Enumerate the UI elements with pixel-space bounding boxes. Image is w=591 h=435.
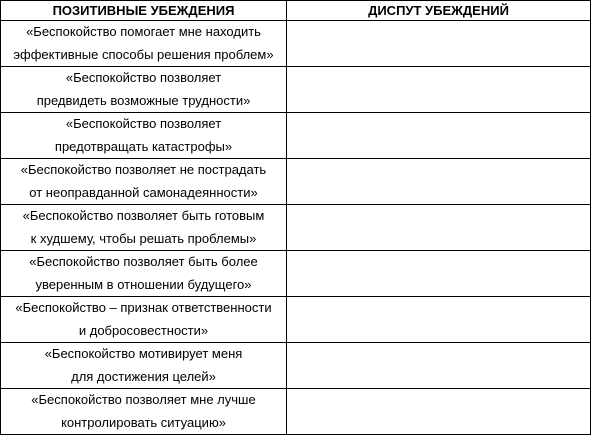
belief-line-1: «Беспокойство мотивирует меня (44, 346, 243, 361)
belief-text (1, 296, 286, 342)
belief-line-1: «Беспокойство позволяет мне лучше (31, 392, 256, 407)
table-row (1, 251, 591, 297)
belief-line-2: эффективные способы решения проблем» (13, 47, 274, 62)
belief-cell (1, 21, 287, 67)
table-row (1, 21, 591, 67)
belief-line-1: «Беспокойство позволяет быть готовым (22, 208, 265, 223)
belief-cell (1, 67, 287, 113)
belief-line-1: «Беспокойство позволяет (65, 70, 222, 85)
table-row (1, 113, 591, 159)
dispute-cell[interactable] (287, 251, 591, 297)
table-row (1, 297, 591, 343)
dispute-cell[interactable] (287, 343, 591, 389)
belief-line-1: «Беспокойство – признак ответственности (15, 300, 272, 315)
dispute-cell[interactable] (287, 297, 591, 343)
header-positive-beliefs: ПОЗИТИВНЫЕ УБЕЖДЕНИЯ (1, 1, 287, 21)
belief-text (1, 250, 286, 296)
belief-cell (1, 389, 287, 435)
belief-text (1, 20, 286, 66)
belief-line-2: контролировать ситуацию» (61, 415, 226, 430)
belief-line-2: от неоправданной самонадеянности» (29, 185, 258, 200)
belief-line-2: предотвращать катастрофы» (54, 139, 233, 154)
belief-line-2: предвидеть возможные трудности» (36, 93, 251, 108)
table-row (1, 67, 591, 113)
dispute-cell[interactable] (287, 113, 591, 159)
dispute-cell[interactable] (287, 67, 591, 113)
belief-cell (1, 297, 287, 343)
table-row (1, 159, 591, 205)
belief-line-1: «Беспокойство позволяет не пострадать (20, 162, 267, 177)
dispute-cell[interactable] (287, 205, 591, 251)
belief-text (1, 112, 286, 158)
table-row (1, 389, 591, 435)
belief-cell (1, 343, 287, 389)
belief-line-1: «Беспокойство позволяет быть более (29, 254, 258, 269)
belief-cell (1, 251, 287, 297)
belief-line-2: уверенным в отношении будущего» (35, 277, 252, 292)
belief-cell (1, 159, 287, 205)
header-row (1, 1, 591, 21)
belief-line-2: к худшему, чтобы решать проблемы» (30, 231, 257, 246)
belief-line-1: «Беспокойство помогает мне находить (26, 24, 261, 39)
belief-text (1, 342, 286, 388)
dispute-cell[interactable] (287, 21, 591, 67)
belief-text (1, 158, 286, 204)
belief-line-1: «Беспокойство позволяет (65, 116, 222, 131)
belief-line-2: для достижения целей» (71, 369, 216, 384)
belief-text (1, 66, 286, 112)
header-dispute-beliefs: ДИСПУТ УБЕЖДЕНИЙ (287, 1, 591, 21)
belief-cell (1, 205, 287, 251)
belief-cell (1, 113, 287, 159)
belief-line-2: и добросовестности» (78, 323, 209, 338)
belief-text (1, 204, 286, 250)
belief-text (1, 388, 286, 434)
dispute-cell[interactable] (287, 389, 591, 435)
dispute-cell[interactable] (287, 159, 591, 205)
table-row (1, 343, 591, 389)
table-row (1, 205, 591, 251)
